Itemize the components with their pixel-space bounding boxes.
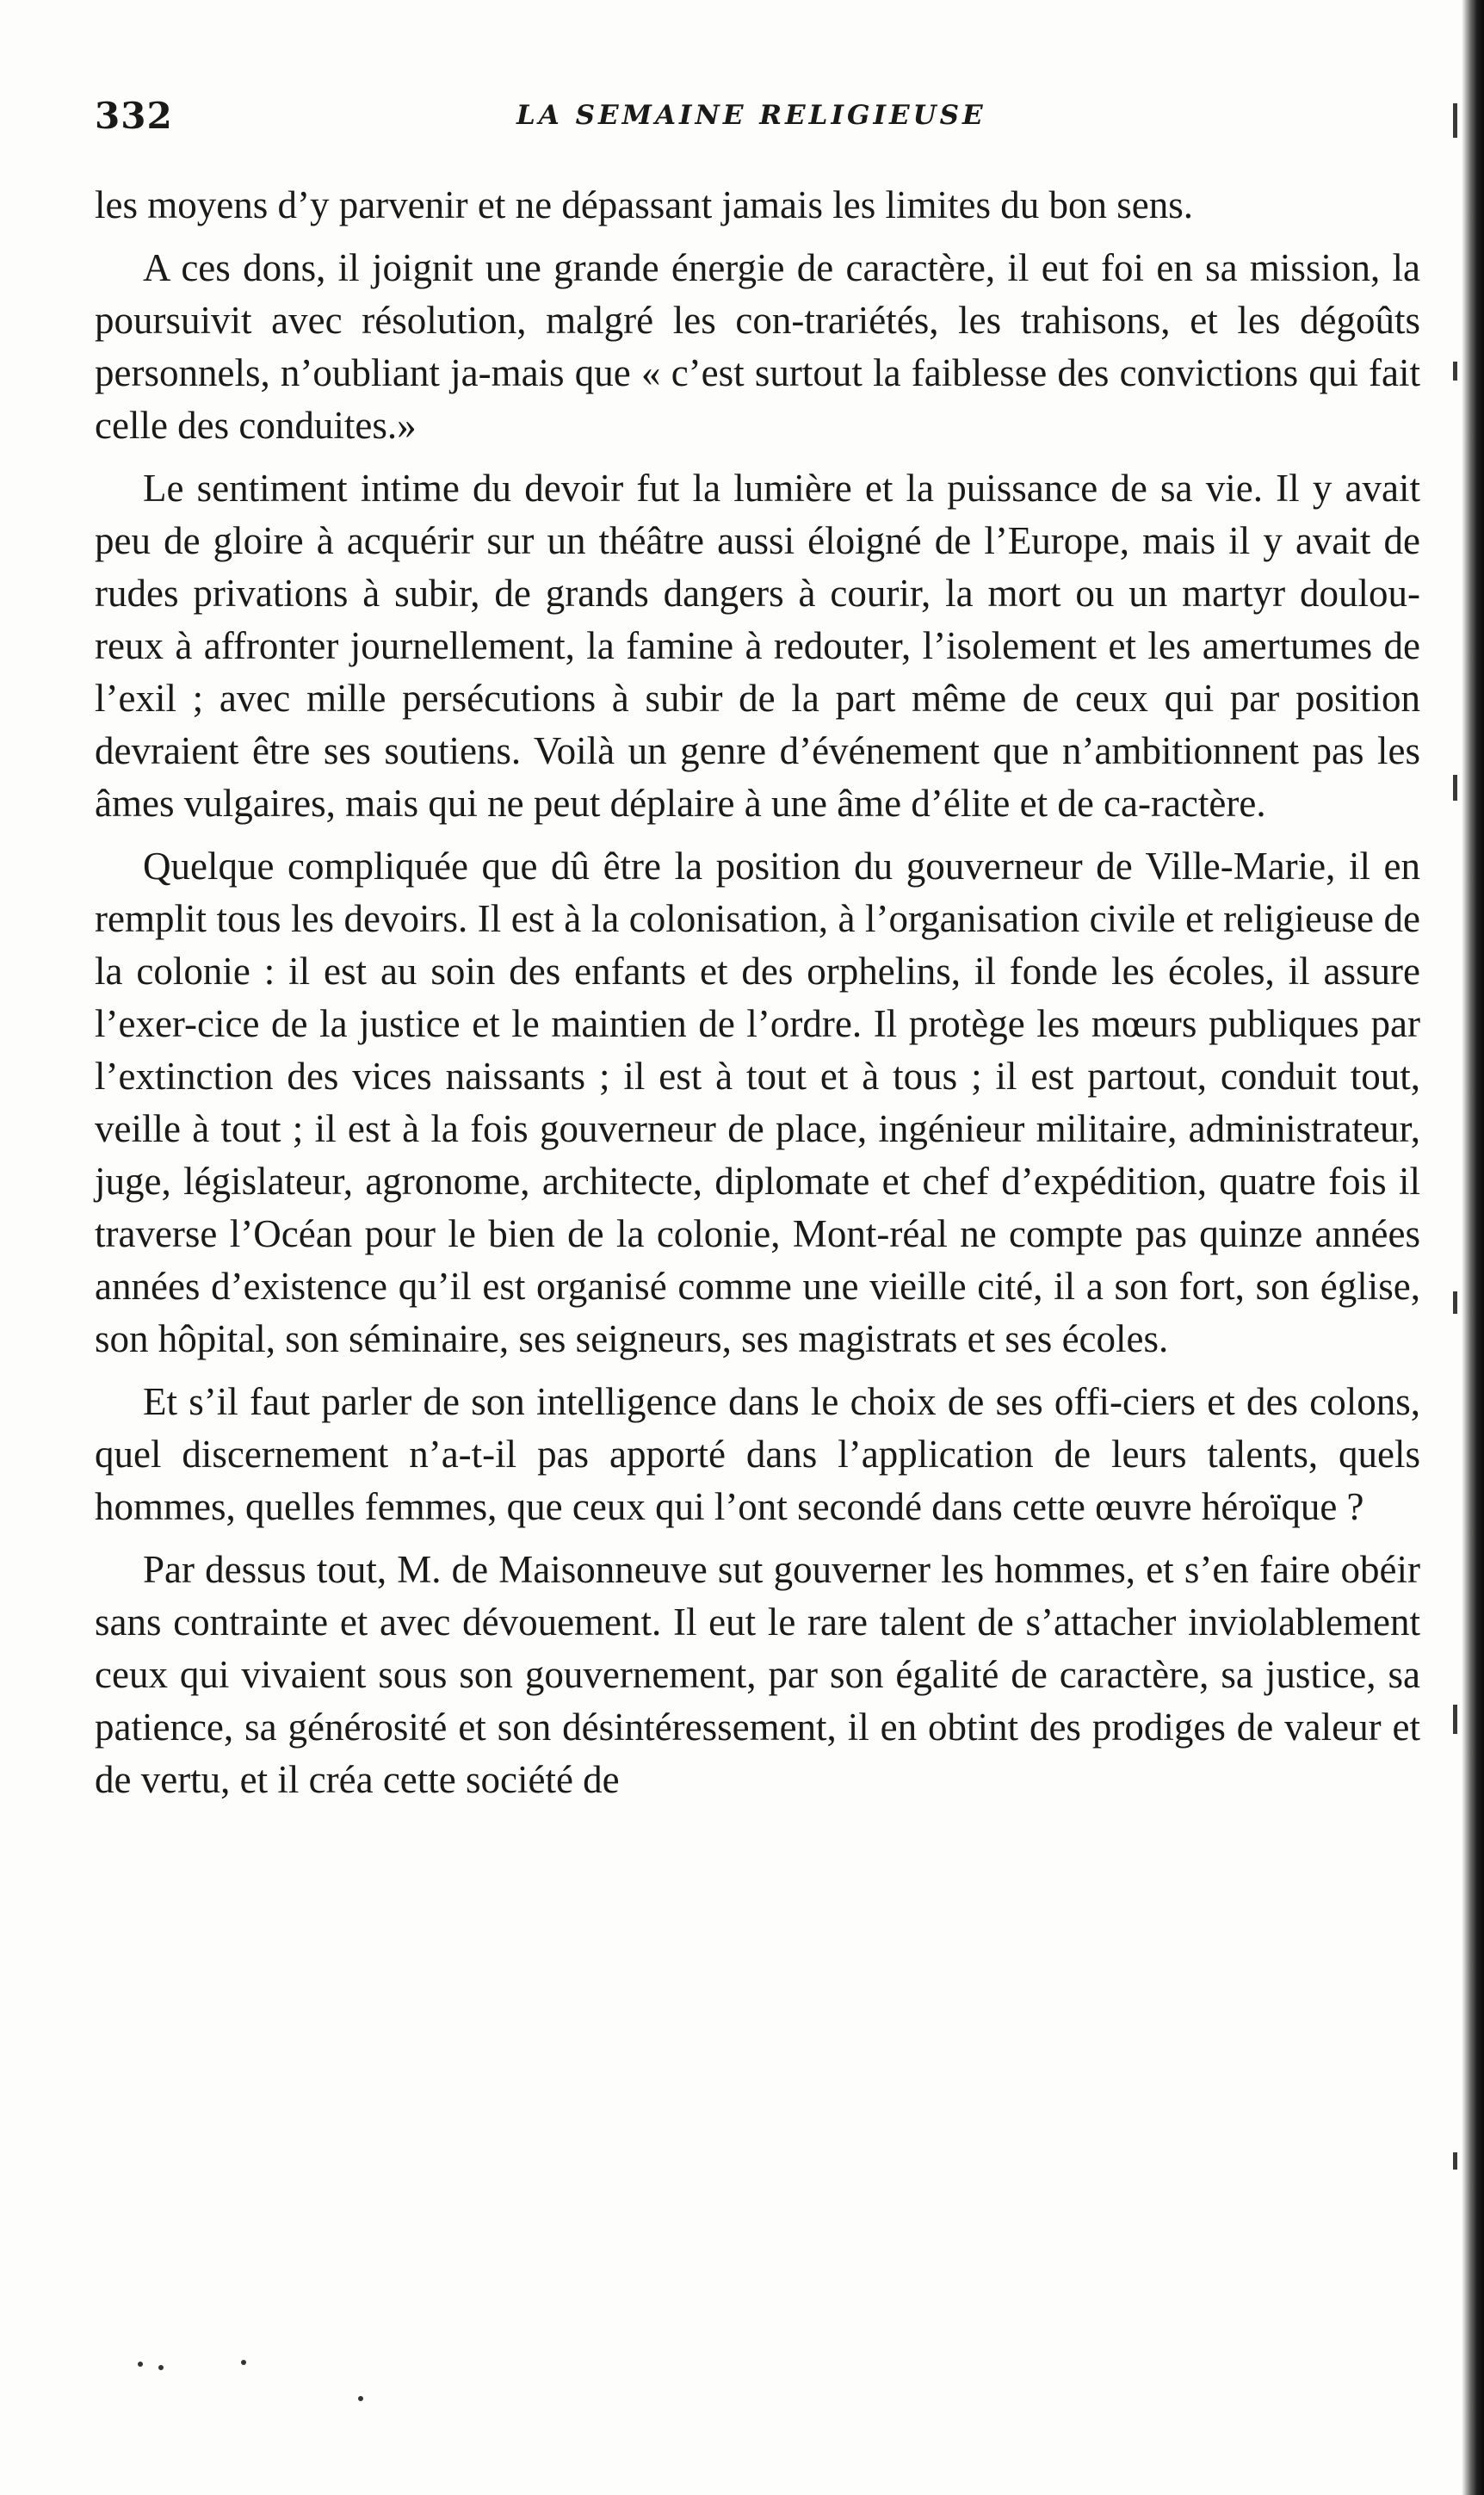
paragraph-6: Par dessus tout, M. de Maisonneuve sut gouverner les hommes, et s’en faire obéir sans contrainte et avec dévouement. Il eut le rare talent de s’attacher inviolablement ceux qui vivaient sous son gouvernement, par son égalité de caractère, sa justice, sa patience, sa générosité et son désintéressement, il en obtint des prodiges de valeur et de vertu, et il créa cette société de	[95, 1548, 1420, 1801]
binding-shadow-flecks	[1453, 0, 1460, 2495]
paragraph-5: Et s’il faut parler de son intelligence dans le choix de ses offi-ciers et des colons, quel discernement n’a-t-il pas apporté dans l’application de leurs talents, quels hommes, quelles femmes, que ceux qui l’ont secondé dans cette œuvre héroïque ?	[95, 1380, 1420, 1528]
page-body	[95, 179, 1420, 1817]
book-binding-edge	[1462, 0, 1484, 2495]
running-title: LA SEMAINE RELIGIEUSE	[516, 100, 986, 131]
paragraph-1: les moyens d’y parvenir et ne dépassant jamais les limites du bon sens.	[95, 183, 1193, 226]
page-header	[95, 95, 1420, 146]
scan-specks	[138, 2355, 482, 2406]
page-number: 332	[95, 95, 173, 137]
paragraph-3: Le sentiment intime du devoir fut la lumière et la puissance de sa vie. Il y avait peu de gloire à acquérir sur un théâtre aussi éloigné de l’Europe, mais il y avait de rudes privations à subir, de grands dangers à courir, la mort ou un martyr doulou-reux à affronter journellement, la famine à redouter, l’isolement et les amertumes de l’exil ; avec mille persécutions à subir de la part même de ceux qui par position devraient être ses soutiens. Voilà un genre d’événement que n’ambitionnent pas les âmes vulgaires, mais qui ne peut déplaire à une âme d’élite et de ca-ractère.	[95, 467, 1420, 825]
paragraph-2: A ces dons, il joignit une grande énergie de caractère, il eut foi en sa mission, la poursuivit avec résolution, malgré les con-trariétés, les trahisons, et les dégoûts personnels, n’oubliant ja-mais que « c’est surtout la faiblesse des convictions qui fait celle des conduites.»	[95, 246, 1420, 447]
paragraph-4: Quelque compliquée que dû être la position du gouverneur de Ville-Marie, il en remplit tous les devoirs. Il est à la colonisation, à l’organisation civile et religieuse de la colonie : il est au soin des enfants et des orphelins, il fonde les écoles, il assure l’exer-cice de la justice et le maintien de l’ordre. Il protège les mœurs publiques par l’extinction des vices naissants ; il est à tout et à tous ; il est partout, conduit tout, veille à tout ; il est à la fois gouverneur de place, ingénieur militaire, administrateur, juge, législateur, agronome, architecte, diplomate et chef d’expédition, quatre fois il traverse l’Océan pour le bien de la colonie, Mont-réal ne compte pas quinze années années d’existence qu’il est organisé comme une vieille cité, il a son fort, son église, son hôpital, son séminaire, ses seigneurs, ses magistrats et ses écoles.	[95, 845, 1420, 1360]
